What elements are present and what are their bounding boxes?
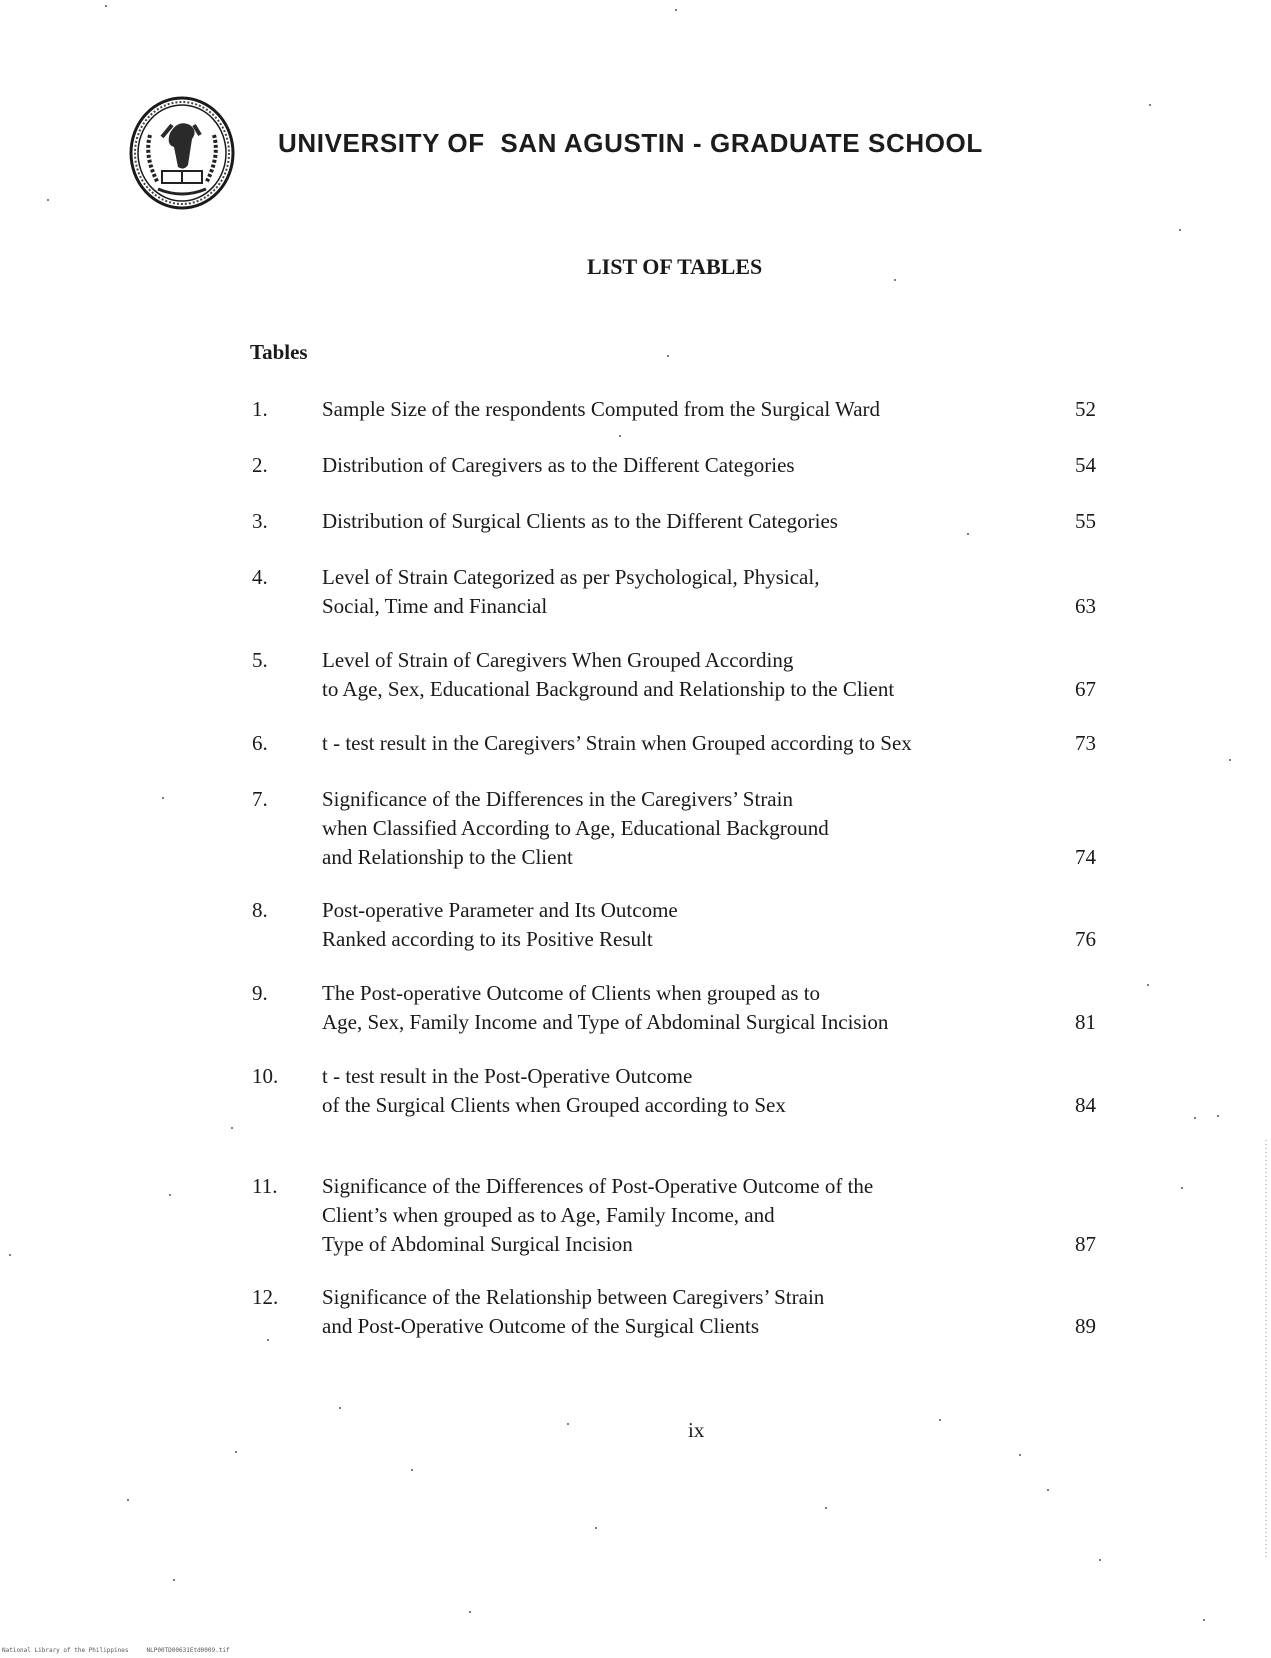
table-title-line: of the Surgical Clients when Grouped according to Sex [322, 1093, 786, 1117]
table-page-number: 81 [1075, 1010, 1096, 1034]
table-title-line: The Post-operative Outcome of Clients when grouped as to [322, 981, 821, 1005]
table-page-number: 76 [1075, 927, 1096, 951]
table-title-line: Significance of the Relationship between Caregivers’ Strain [322, 1285, 825, 1309]
table-title [322, 563, 1042, 621]
table-number: 7. [252, 787, 268, 811]
table-page-number: 89 [1075, 1314, 1096, 1338]
table-page-number: 87 [1075, 1232, 1096, 1256]
table-title [322, 896, 1042, 954]
table-title [322, 646, 1042, 704]
table-number: 2. [252, 453, 268, 477]
table-page-number: 54 [1075, 453, 1096, 477]
table-title-line: Significance of the Differences of Post-Operative Outcome of the [322, 1174, 874, 1198]
table-title [322, 729, 1042, 758]
table-title-line: and Post-Operative Outcome of the Surgical Clients [322, 1314, 760, 1338]
table-title-line: Level of Strain Categorized as per Psychological, Physical, [322, 565, 820, 589]
table-title-line: when Classified According to Age, Educational Background [322, 816, 829, 840]
table-number: 11. [252, 1174, 278, 1198]
table-page-number: 84 [1075, 1093, 1096, 1117]
table-number: 3. [252, 509, 268, 533]
table-number: 12. [252, 1285, 279, 1309]
table-title [322, 785, 1042, 872]
table-page-number: 73 [1075, 731, 1096, 755]
table-page-number: 74 [1075, 845, 1096, 869]
table-page-number: 67 [1075, 677, 1096, 701]
table-page-number: 52 [1075, 397, 1096, 421]
table-number: 10. [252, 1064, 279, 1088]
table-title [322, 507, 1042, 536]
table-title-line: Type of Abdominal Surgical Incision [322, 1232, 633, 1256]
table-title-line: t - test result in the Caregivers’ Strain when Grouped according to Sex [322, 731, 912, 755]
table-title-line: Significance of the Differences in the Caregivers’ Strain [322, 787, 793, 811]
table-title [322, 395, 1042, 424]
table-title [322, 1172, 1042, 1259]
table-title [322, 1283, 1042, 1341]
table-title-line: to Age, Sex, Educational Background and Relationship to the Client [322, 677, 895, 701]
page-number: ix [688, 1418, 705, 1442]
table-title [322, 451, 1042, 480]
table-title-line: Client’s when grouped as to Age, Family Income, and [322, 1203, 775, 1227]
table-number: 5. [252, 648, 268, 672]
table-number: 6. [252, 731, 268, 755]
table-title-line: Distribution of Surgical Clients as to the Different Categories [322, 509, 838, 533]
table-title-line: Ranked according to its Positive Result [322, 927, 653, 951]
table-title-line: Distribution of Caregivers as to the Different Categories [322, 453, 795, 477]
table-number: 8. [252, 898, 268, 922]
table-number: 9. [252, 981, 268, 1005]
table-title-line: Social, Time and Financial [322, 594, 548, 618]
table-title-line: Post-operative Parameter and Its Outcome [322, 898, 678, 922]
table-title [322, 979, 1042, 1037]
table-title-line: Age, Sex, Family Income and Type of Abdominal Surgical Incision [322, 1010, 889, 1034]
table-title-line: Level of Strain of Caregivers When Grouped According [322, 648, 794, 672]
table-number: 1. [252, 397, 268, 421]
table-title-line: t - test result in the Post-Operative Outcome [322, 1064, 693, 1088]
university-seal-icon [128, 95, 236, 211]
section-label: Tables [250, 340, 308, 364]
table-number: 4. [252, 565, 268, 589]
table-title-line: and Relationship to the Client [322, 845, 573, 869]
university-name: UNIVERSITY OF SAN AGUSTIN - GRADUATE SCHOOL [278, 128, 983, 158]
table-title [322, 1062, 1042, 1120]
table-page-number: 55 [1075, 509, 1096, 533]
table-page-number: 63 [1075, 594, 1096, 618]
page-title: LIST OF TABLES [587, 254, 763, 279]
table-title-line: Sample Size of the respondents Computed from the Surgical Ward [322, 397, 881, 421]
scan-footer-note: National Library of the Philippines NLP00TD00631Etd0009.tif [2, 1647, 230, 1654]
